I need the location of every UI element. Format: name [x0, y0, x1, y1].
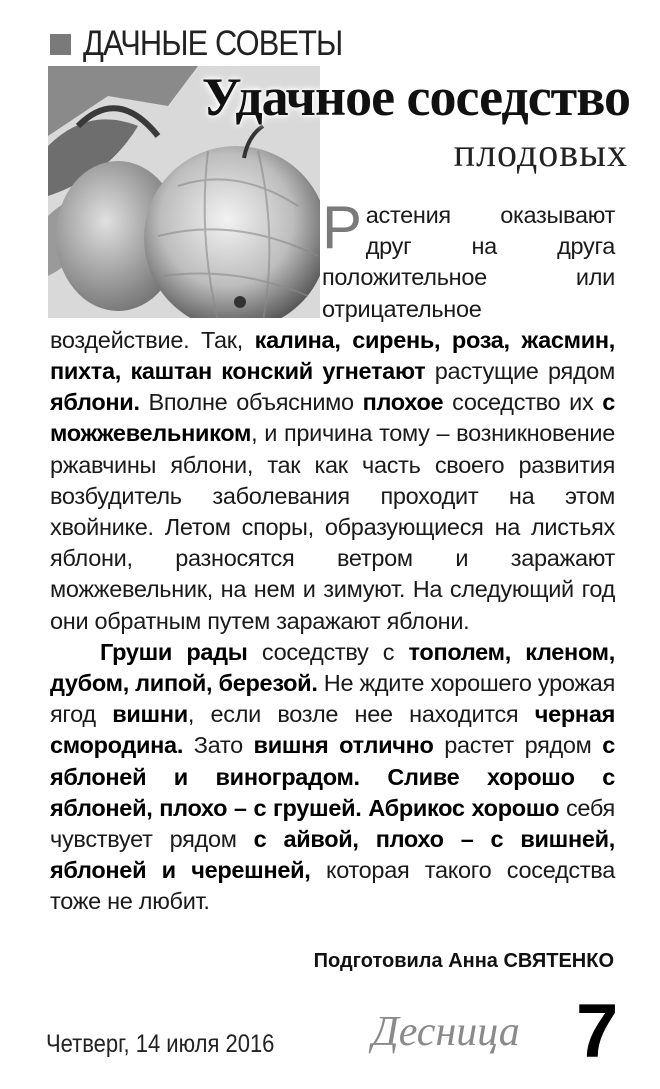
rubric-label: ДАЧНЫЕ СОВЕТЫ [83, 24, 343, 63]
text-run: которая такого соседства тоже не любит. [50, 857, 615, 915]
headline-title: Удачное соседство [201, 67, 630, 127]
text-run: растет рядом [433, 732, 603, 759]
text-run: , если возле нее находится [187, 701, 535, 728]
text-run: растущие рядом [425, 358, 615, 385]
bold-text-run: калина, сирень, роза, жасмин, пихта, каштан конский угнетают [50, 326, 615, 385]
photo-wrap-space [50, 200, 322, 324]
bold-text-run: вишня отлично [253, 732, 434, 759]
text-run: , и причина тому – возникновение ржавчины яблони, так как часть своего развития возбудитель заболевания проходит на этом хвойнике. Летом споры, образующиеся на листьях яблони, разносятся ветром и заражают можжевельник, на нем и зимуют. На следующий год они обратным путем заражают яблони. [50, 420, 615, 634]
drop-cap: Р [322, 194, 362, 261]
headline-subtitle: плодовых [453, 130, 628, 175]
rubric-square-marker [50, 34, 71, 55]
text-run: себя чувствует рядом [50, 794, 615, 853]
article-paragraph-2 [50, 637, 615, 918]
byline: Подготовила Анна СВЯТЕНКО [313, 950, 614, 972]
bold-text-run: вишни [112, 701, 188, 728]
text-run: Вполне объяснимо [139, 389, 363, 416]
text-run: соседство их [443, 389, 603, 416]
page-number: 7 [576, 989, 619, 1074]
bold-text-run: Груши рады [100, 638, 248, 665]
text-run: Зато [183, 732, 254, 759]
bold-text-run: яблони. [50, 389, 140, 416]
issue-date: Четверг, 14 июля 2016 [46, 1030, 275, 1058]
text-run: соседству с [247, 638, 409, 665]
bold-text-run: с можжевельником [50, 389, 615, 447]
text-run: астения оказывают друг на друга положительное или отрицательное воздействие. Так, [50, 202, 615, 353]
article-body [50, 194, 616, 918]
bold-text-run: с яблоней и виноградом. Сливе хорошо с яблоней, плохо – с грушей. Абрикос хорошо [50, 732, 615, 821]
bold-text-run: черная смородина. [50, 701, 616, 759]
newspaper-logo: Десница [372, 1009, 520, 1055]
bold-text-run: плохое [362, 389, 444, 416]
bold-text-run: тополем, кленом, дубом, липой, березой. [50, 638, 615, 697]
bold-text-run: с айвой, плохо – с вишней, яблоней и черешней, [50, 826, 615, 884]
text-run: Не ждите хорошего урожая ягод [50, 670, 615, 728]
section-rubric [50, 22, 378, 66]
